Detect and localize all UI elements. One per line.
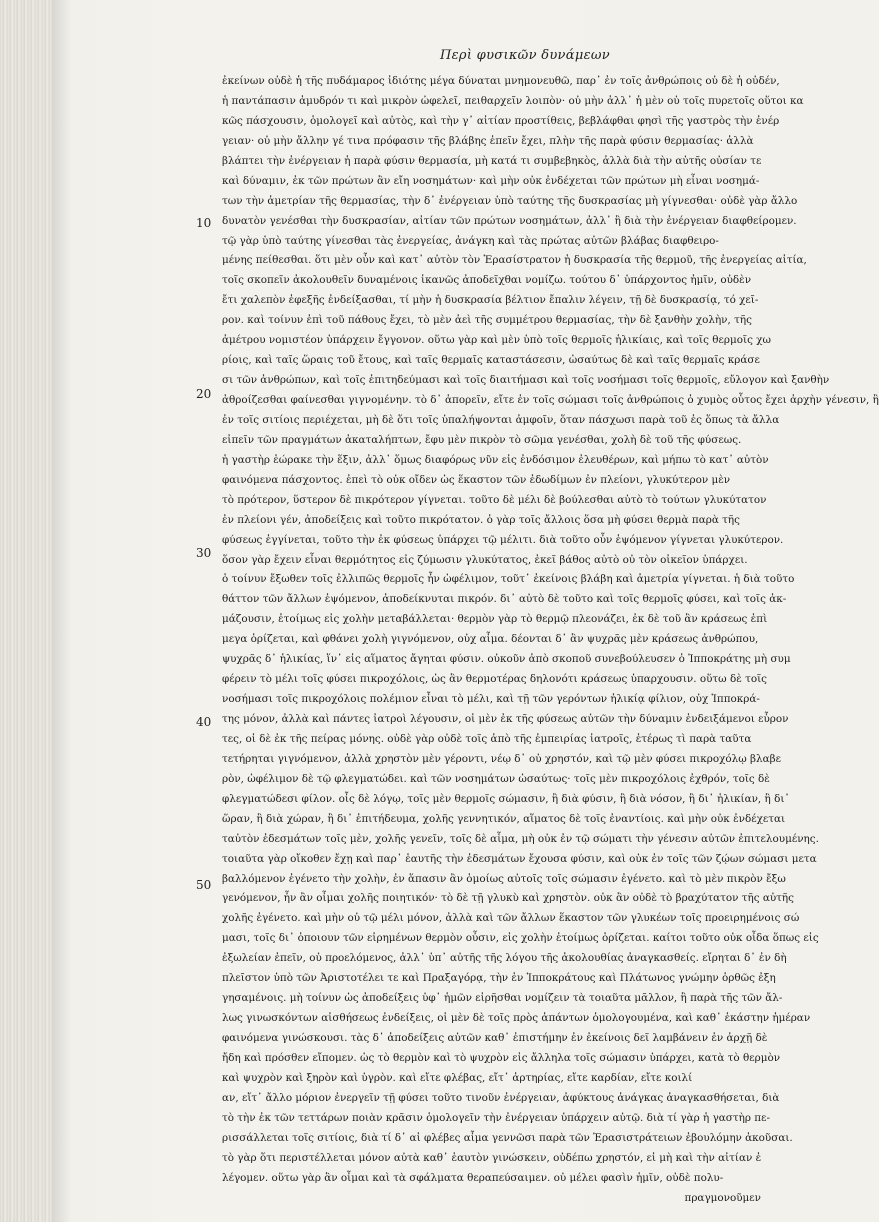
text-line: φέρειν τὸ μέλι τοῖς φύσει πικροχόλοις, ὡς ἂν θερμοτέρας δηλονότι κράσεως ὑπαρχουσιν. οὕτω δὲ τοῖς bbox=[222, 673, 767, 686]
text-line: ἀθροίζεσθαι φαίνεσθαι γιγνομένην. τὸ δ᾽ ἀπορεῖν, εἴτε ἐν τοῖς σώμασι τοῖς ἀνθρώποις ὁ χυμὸς οὗτος ἔχει ἀρχὴν γένεσιν, ἢ bbox=[222, 394, 879, 406]
gutter-shadow bbox=[52, 0, 72, 1222]
book-spine bbox=[0, 0, 52, 1222]
text-line: αν, εἴτ᾽ ἄλλο μόριον ἐνεργεῖν τῇ φύσει τοῦτο τινοῦν ἐνέργειαν, ἀφύκτους ἀνάγκας ἀναγκασθήσεται, διὰ bbox=[222, 1091, 780, 1104]
line-number-10: 10 bbox=[196, 216, 212, 230]
text-line: φαινόμενα γινώσκουσι. τὰς δ᾽ ἀποδείξεις αὐτῶν καθ᾽ ἐπιστήμην ἐν ἐκείνοις δεῖ λαμβάνειν ἐν ἀρχῇ δὲ bbox=[222, 1032, 768, 1044]
text-line: λως γινωσκόντων αἰσθήσεως ἐνδείξεις, οἱ μὲν δὲ τοῖς πρὸς ἁπάντων ὁμολογουμένα, καὶ καθ᾽ ἑκάστην ἡμέραν bbox=[222, 1012, 811, 1025]
text-line: γειαν· οὐ μὴν ἄλλην γέ τινα πρόφασιν τῆς βλάβης ἐπεῖν ἔχει, πλὴν τῆς παρὰ φύσιν θερμασίας· ἀλλὰ bbox=[222, 134, 754, 147]
text-line: ἔτι χαλεπὸν ἐφεξῆς ἐνδείξασθαι, τί μὴν ἡ δυσκρασία βέλτιον ἔπαλιν λέγειν, τῇ δὲ δυσκρασίᾳ, τό χεῖ- bbox=[222, 294, 759, 307]
text-line: καὶ δύναμιν, ἐκ τῶν πρώτων ἂν εἴη νοσημάτων· καὶ μὴν οὐκ ἐνδέχεται τῶν πρώτων μὴ εἶναι νοσημά- bbox=[222, 174, 760, 187]
text-line: της μόνον, ἀλλὰ καὶ πάντες ἰατροὶ λέγουσιν, οἱ μὲν ἐκ τῆς φύσεως αὐτῶν τὴν δύναμιν ἐνδειξάμενοι εὗρον bbox=[222, 713, 789, 725]
text-line: μάζουσιν, ἐτοίμως εἰς χολὴν μεταβάλλεται· θερμὸν γὰρ τὸ θερμῷ πλεονάζει, ἐκ δὲ τοῦ ἂν κράσεως ἐπὶ bbox=[222, 613, 768, 626]
text-line: γησαμένοις. μὴ τοίνυν ὡς ἀποδείξεις ὑφ᾽ ἡμῶν εἰρῆσθαι νομίζειν τὰ τοιαῦτα μᾶλλον, ἢ παρὰ τῆς τῶν ἄλ- bbox=[222, 992, 783, 1005]
text-line: τες, οἱ δὲ ἐκ τῆς πείρας μόνης. οὐδὲ γὰρ οὐδὲ τοῖς ἀπὸ τῆς ἐμπειρίας ἰατροῖς, ἑτέρως τὶ παρὰ ταῦτα bbox=[222, 732, 752, 745]
text-line: τῷ γὰρ ὑπὸ ταύτης γίνεσθαι τὰς ἐνεργείας, ἀνάγκη καὶ τὰς πρώτας αὐτῶν βλάβας διαφθειρο- bbox=[222, 234, 719, 247]
text-line: γενόμενον, ἦν ἂν οἶμαι χολῆς ποιητικόν· τὸ δὲ τῇ γλυκὺ καὶ χρηστὸν. οὐκ ἂν οὐδὲ τὸ βραχύτατον τῆς αὐτῆς bbox=[222, 892, 794, 905]
text-line: λέγομεν. οὕτω γὰρ ἂν οἶμαι καὶ τὰ σφάλματα θεραπεύσαιμεν. οὐ μέλει φασὶν ἡμῖν, οὐδὲ πολυ- bbox=[222, 1171, 724, 1184]
line-number-50: 50 bbox=[196, 878, 212, 892]
text-line: δυνατὸν γενέσθαι τὴν δυσκρασίαν, αἰτίαν τῶν πρώτων νοσημάτων, ἀλλ᾽ ἢ διὰ τὴν ἐνέργειαν διαφθείρομεν. bbox=[222, 214, 797, 227]
text-line: ἐν τοῖς σιτίοις περιέχεται, μὴ δὲ ὅτι τοῖς ὑπαλήψονται ἀμφοῖν, ὅταν πάσχωσι παρὰ τοῦ ἐς ὅπως τὰ ἄλλα bbox=[222, 413, 780, 426]
text-line: τὸ γὰρ ὅτι περιστέλλεται μόνον αὐτὰ καθ᾽ ἑαυτὸν γινώσκειν, οὐδέπω χρηστόν, εἰ μὴ καὶ τὴν αἰτίαν ἐ bbox=[222, 1151, 762, 1164]
text-line: ρὸν, ὠφέλιμον δὲ τῷ φλεγματώδει. καὶ τῶν νοσημάτων ὡσαύτως· τοῖς μὲν πικροχόλοις ἐχθρόν, τοῖς δὲ bbox=[222, 772, 770, 785]
text-line: ἡ παντάπασιν ἀμυδρόν τι καὶ μικρὸν ὠφελεῖ, πειθαρχεῖν λοιπὸν· οὐ μὴν ἀλλ᾽ ἡ μὲν οὐ τοῖς πυρετοῖς οὕτοι κα bbox=[222, 94, 804, 107]
text-line: χολῆς ἐγένετο. καὶ μὴν οὐ τῷ μέλι μόνον, ἀλλὰ καὶ τῶν ἄλλων ἕκαστον τῶν γλυκέων τοῖς προειρημένοις σώ bbox=[222, 912, 800, 925]
text-line: κῶς πάσχουσιν, ὁμολογεῖ καὶ αὐτὸς, καὶ τὴν γ᾽ αἰτίαν προστίθεις, βεβλάφθαι φησὶ τῆς γαστρὸς τὴν ἐνέρ bbox=[222, 114, 780, 127]
text-line: εἰπεῖν τῶν πραγμάτων ἀκαταλήπτων, ἔφυ μὲν πικρὸν τὸ σῶμα γενέσθαι, χολὴ δὲ τοῦ τῆς φύσεως. bbox=[222, 433, 742, 446]
text-line: ἐξωλείαν ἐπεῖν, οὐ προελόμενος, ἀλλ᾽ ὑπ᾽ αὐτῆς τῆς λόγου τῆς ἀκολουθίας ἀναγκασθείς. εἴρηται δ᾽ ἐν δὴ bbox=[222, 952, 787, 965]
text-line: βλάπτει τὴν ἐνέργειαν ἡ παρὰ φύσιν θερμασία, μὴ κατά τι συμβεβηκὸς, ἀλλὰ διὰ τὴν αὐτῆς οὐσίαν τε bbox=[222, 154, 762, 167]
text-line: φαινόμενα πάσχοντος. ἐπεὶ τὸ οὐκ οἴδεν ὡς ἕκαστον τῶν ἐδωδίμων ἐν πλείονι, γλυκύτερον μὲν bbox=[222, 473, 731, 486]
text-line: σι τῶν ἀνθρώπων, καὶ τοῖς ἐπιτηδεύμασι καὶ τοῖς διαιτήμασι καὶ τοῖς νοσήμασι τοῖς θερμοῖς, εὔλογον καὶ ξανθὴν bbox=[222, 374, 830, 387]
text-line: φλεγματώδεσι φίλον. οἷς δὲ λόγῳ, τοῖς μὲν θερμοῖς σώμασιν, ἢ διὰ φύσιν, ἢ διὰ νόσον, ἢ δι᾽ ἡλικίαν, ἢ δι᾽ bbox=[222, 792, 790, 805]
text-line: τετήρηται γιγνόμενον, ἀλλὰ χρηστὸν μὲν γέροντι, νέῳ δ᾽ οὐ χρηστόν, καὶ τῷ μὲν φύσει πικροχόλῳ βλαβε bbox=[222, 752, 782, 765]
text-line: μασι, τοῖς δι᾽ ὁποιουν τῶν εἰρημένων θερμὸν οὖσιν, εἰς χολὴν ἑτοίμως ὁρίζεται. καίτοι τοῦτο οὐκ οἶδα ὅπως εἰς bbox=[222, 932, 819, 945]
text-line: νοσήμασι τοῖς πικροχόλοις πολέμιον εἶναι τὸ μέλι, καὶ τῇ τῶν γερόντων ἡλικίᾳ φίλιον, οὐχ Ἱπποκρά- bbox=[222, 693, 760, 706]
text-line: ὅσον γὰρ ἔχειν εἶναι θερμότητος εἰς ζύμωσιν γλυκύτατος, ἐκεῖ βάθος αὐτὸ οὐ τὸν οἰκεῖον ὑπάρχει. bbox=[222, 553, 748, 566]
text-line: πραγμονοῦμεν bbox=[684, 1191, 761, 1204]
text-line: ἐν πλείονι γέν, ἀποδείξεις καὶ τοῦτο πικρότατον. ὁ γὰρ τοῖς ἄλλοις ὅσα μὴ φύσει θερμὰ παρὰ τῆς bbox=[222, 513, 740, 526]
text-line: ταὐτὸν ἐδεσμάτων τοῖς μὲν, χολῆς γενεῖν, τοῖς δὲ αἷμα, μὴ οὐκ ἐν τῷ σώματι τὴν γένεσιν αὐτῶν ἐπιτελουμένης. bbox=[222, 832, 819, 845]
text-line: τοιαῦτα γὰρ οἴκοθεν ἔχῃ καὶ παρ᾽ ἑαυτῆς τὴν ἐδεσμάτων ἔχουσα φύσιν, καὶ οὐκ ἐν τοῖς τῶν ζῴων σώμασι μετα bbox=[222, 852, 817, 865]
text-line: των τὴν ἀμετρίαν τῆς θερμασίας, τὴν δ᾽ ἐνέργειαν ὑπὸ ταύτης τῆς δυσκρασίας μὴ γίγνεσθαι· οὐδὲ γὰρ ἄλλο bbox=[222, 194, 798, 207]
text-line: καὶ ψυχρὸν καὶ ξηρὸν καὶ ὑγρὸν. καὶ εἴτε φλέβας, εἴτ᾽ ἀρτηρίας, εἴτε καρδίαν, εἴτε κοιλί bbox=[222, 1071, 693, 1084]
text-line: ἡ γαστὴρ ἑώρακε τὴν ἕξιν, ἀλλ᾽ ὅμως διαφόρως νῦν εἰς ἐνδόσιμον ἐλευθέρων, καὶ μήπω τὸ κατ᾽ αὐτὸν bbox=[222, 453, 769, 466]
text-line: τοῖς σκοπεῖν ἀκολουθεῖν δυναμένοις ἱκανῶς ἀποδεῖχθαι νομίζω. τούτου δ᾽ ὑπάρχοντος ἡμῖν, οὐδὲν bbox=[222, 274, 752, 287]
text-line: ὁ τοίνυν ἔξωθεν τοῖς ἐλλιπῶς θερμοῖς ἦν ὠφέλιμον, τοῦτ᾽ ἐκείνοις βλάβη καὶ ἀμετρία γίγνεται. ἡ διὰ τοῦτο bbox=[222, 573, 795, 586]
text-line: ἀμέτρου νομιστέον ὑπάρχειν ἔγγονον. οὕτω γὰρ καὶ μὲν ὑπὸ τοῖς θερμοῖς ἡλικίαις, καὶ τοῖς θερμοῖς χω bbox=[222, 334, 771, 347]
text-line: τὸ πρότερον, ὕστερον δὲ πικρότερον γίγνεται. τοῦτο δὲ μέλι δὲ βούλεσθαι αὐτὸ τὸ τούτων γλυκύτατον bbox=[222, 493, 767, 506]
text-line: θάττον τῶν ἄλλων ἑψόμενον, ἀποδείκνυται πικρόν. δι᾽ αὐτὸ δὲ τοῦτο καὶ τοῖς θερμοῖς φύσει, καὶ τοῖς ἀκ- bbox=[222, 593, 787, 606]
text-line: ρον. καὶ τοίνυν ἐπὶ τοῦ πάθους ἔχει, τὸ μὲν ἀεὶ τῆς συμμέτρου θερμασίας, τὴν δὲ ξανθὴν χολὴν, τῆς bbox=[222, 314, 752, 327]
text-line: τὸ τὴν ἐκ τῶν τεττάρων ποιὰν κρᾶσιν ὁμολογεῖν τὴν ἐνέργειαν ὑπάρχειν αὐτῷ. διὰ τί γὰρ ἡ γαστὴρ πε- bbox=[222, 1111, 771, 1124]
text-line: βαλλόμενον ἐγένετο τὴν χολὴν, ἐν ἅπασιν ἂν ὁμοίως αὐτοῖς τοῖς σώμασιν ἐγένετο. καὶ τὸ μὲν πικρὸν ἔξω bbox=[222, 872, 786, 885]
text-line: πλεῖστον ὑπὸ τῶν Ἀριστοτέλει τε καὶ Πραξαγόρᾳ, τὴν ἐν Ἱπποκράτους καὶ Πλάτωνος γνώμην ὀρθῶς ἐξη bbox=[222, 972, 776, 985]
text-line: ἐκείνων οὐδὲ ἡ τῆς πυδάμαρος ἰδιότης μέγα δύναται μνημονευθῶ, παρ᾽ ἐν τοῖς ἀνθρώποις οὐ δὲ ἡ οὐδέν, bbox=[222, 75, 780, 87]
line-number-20: 20 bbox=[196, 387, 212, 401]
text-line: ρισσάλλεται τοῖς σιτίοις, διὰ τί δ᾽ αἱ φλέβες αἷμα γεννῶσι παρὰ τῶν Ἐρασιστράτειων ἐβουλόμην ἀκοῦσαι. bbox=[222, 1131, 793, 1144]
text-line: μένης πείθεσθαι. ὅτι μὲν οὖν καὶ κατ᾽ αὐτὸν τὸν Ἐρασίστρατον ἡ δυσκρασία τῆς θερμοῦ, τῆς ἐνεργείας αἰτία, bbox=[222, 254, 807, 267]
line-number-40: 40 bbox=[196, 715, 212, 729]
text-line: ἤδη καὶ πρόσθεν εἴπομεν. ὡς τὸ θερμὸν καὶ τὸ ψυχρὸν εἰς ἄλληλα τοῖς σώμασιν ὑπάρχει, κατὰ τὸ θερμὸν bbox=[222, 1051, 781, 1064]
text-line: ὥραν, ἢ διὰ χώραν, ἢ δι᾽ ἐπιτήδευμα, χολῆς γεννητικόν, αἵματος δὲ τοῖς ἐναντίοις. καὶ μὴν οὐκ ἐνδέχεται bbox=[222, 812, 786, 825]
main-text bbox=[222, 72, 879, 1208]
text-line: ρίοις, καὶ ταῖς ὥραις τοῦ ἔτους, καὶ ταῖς θερμαῖς καταστάσεσιν, ὡσαύτως δὲ καὶ ταῖς θερμαῖς κράσε bbox=[222, 354, 760, 367]
text-line: φύσεως ἐγγίνεται, τοῦτο τὴν ἐκ φύσεως ὑπάρχει τῷ μέλιτι. διὰ τοῦτο οὖν ἑψόμενον γίγνεται γλυκύτερον. bbox=[222, 533, 784, 546]
running-head: Περὶ φυσικῶν δυνάμεων bbox=[440, 48, 610, 63]
text-line: μεγα ὁρίζεται, καὶ φθάνει χολὴ γιγνόμενον, οὐχ αἷμα. δέονται δ᾽ ἂν ψυχρᾶς μὲν κράσεως ἀνθρώπου, bbox=[222, 633, 759, 646]
text-line: ψυχρᾶς δ᾽ ἡλικίας, ἵν᾽ εἰς αἵματος ἄγηται φύσιν. οὐκοῦν ἀπὸ σκοποῦ συνεβούλευσεν ὁ Ἱπποκράτης μὴ συμ bbox=[222, 653, 791, 666]
line-number-30: 30 bbox=[196, 546, 212, 560]
